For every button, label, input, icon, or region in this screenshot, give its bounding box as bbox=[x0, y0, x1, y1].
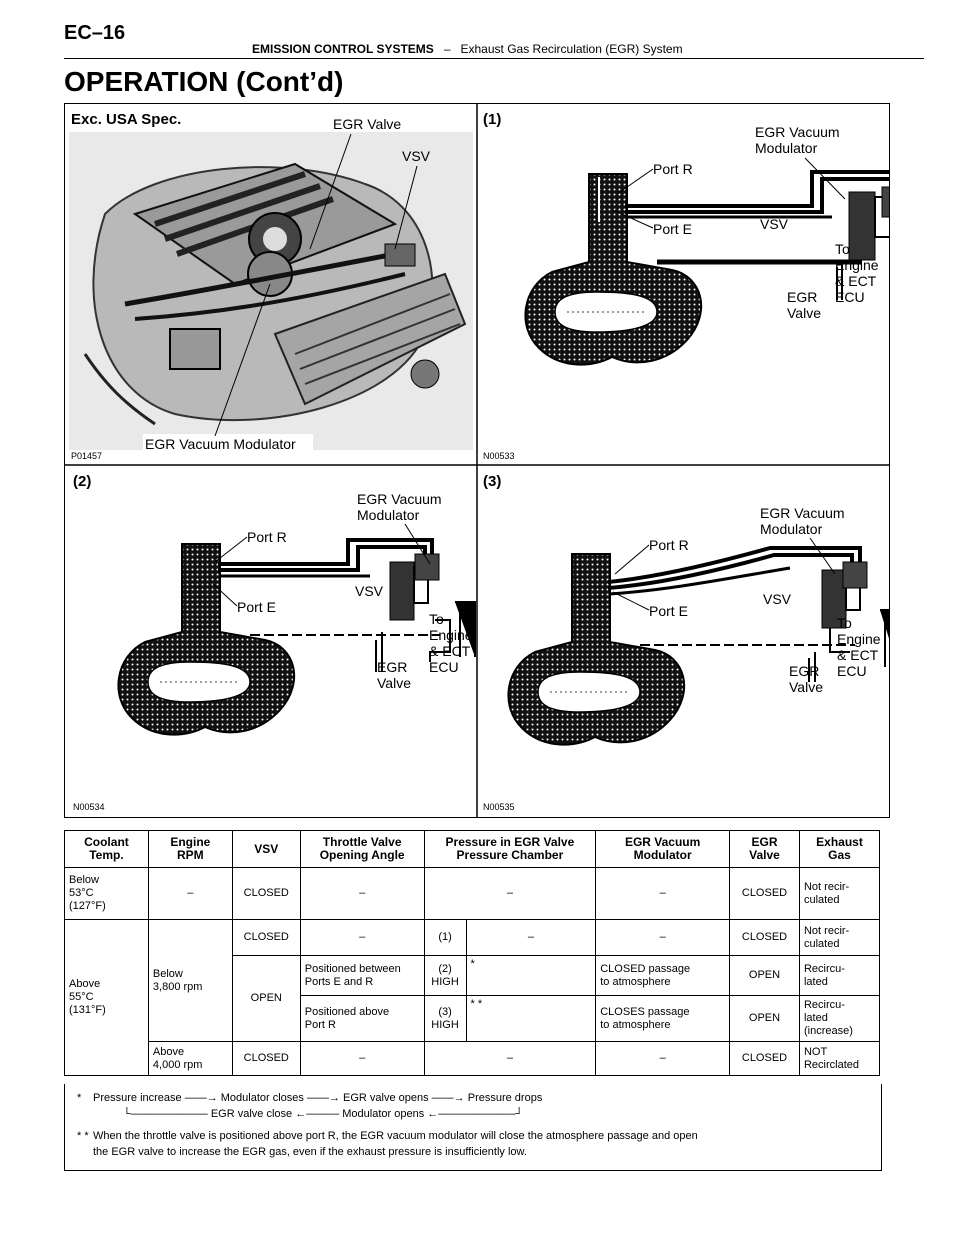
panel3-figure-code: N00535 bbox=[483, 802, 515, 812]
panel3-label-port-r: Port R bbox=[649, 537, 689, 553]
cell-throttle: – bbox=[300, 920, 424, 956]
panel3-label-to-2: Engine bbox=[837, 631, 881, 647]
cell-vsv: CLOSED bbox=[232, 920, 300, 956]
panel1-label-port-e: Port E bbox=[653, 221, 692, 237]
panel3-label-modulator-1: EGR Vacuum bbox=[760, 505, 845, 521]
note-1-line-2: └——————— EGR valve close ←——— Modulator opens ←———————┘ bbox=[123, 1108, 524, 1120]
panel3-title: (3) bbox=[483, 473, 502, 490]
engine-panel-title: Exc. USA Spec. bbox=[71, 111, 182, 128]
panel2-label-modulator-2: Modulator bbox=[357, 507, 420, 523]
cell-pressure: – bbox=[424, 1042, 596, 1076]
panel1-figure-code: N00533 bbox=[483, 451, 515, 461]
cell-vsv: CLOSED bbox=[232, 1042, 300, 1076]
cell-exhaust: Recircu- lated bbox=[799, 956, 879, 996]
panel3-leader-port-e bbox=[613, 592, 649, 610]
cell-vsv-open: OPEN bbox=[232, 956, 300, 1042]
engine-label-egr-valve: EGR Valve bbox=[333, 116, 402, 132]
cell-throttle: Positioned above Port R bbox=[300, 996, 424, 1042]
cell-egr: CLOSED bbox=[730, 1042, 800, 1076]
panel2-label-port-r: Port R bbox=[247, 529, 287, 545]
cell-modulator: – bbox=[596, 1042, 730, 1076]
th-vsv: VSV bbox=[232, 831, 300, 868]
panel1-label-vsv: VSV bbox=[760, 216, 789, 232]
th-egr: EGR Valve bbox=[730, 831, 800, 868]
note-2-line-2: the EGR valve to increase the EGR gas, even if the exhaust pressure is insufficiently low. bbox=[93, 1146, 527, 1158]
panel1-label-egr-2: Valve bbox=[787, 305, 821, 321]
header-topic: Exhaust Gas Recirculation (EGR) System bbox=[460, 42, 683, 56]
cell-egr: OPEN bbox=[730, 996, 800, 1042]
panel2-label-to-1: To bbox=[429, 611, 444, 627]
cell-exhaust: Not recir- culated bbox=[799, 920, 879, 956]
panel3-label-modulator-2: Modulator bbox=[760, 521, 823, 537]
diagram-svg bbox=[65, 104, 889, 817]
cell-rpm-below: Below 3,800 rpm bbox=[148, 920, 232, 1042]
panel3-leader-port-r bbox=[615, 545, 649, 574]
panel1-label-modulator-2: Modulator bbox=[755, 140, 818, 156]
th-modulator: EGR Vacuum Modulator bbox=[596, 831, 730, 868]
diagram-panel-2 bbox=[118, 540, 475, 735]
table-header-row bbox=[65, 831, 880, 868]
cell-modulator: – bbox=[596, 920, 730, 956]
panel3-label-egr-1: EGR bbox=[789, 663, 820, 679]
figure-frame bbox=[64, 103, 890, 818]
running-header bbox=[252, 42, 683, 56]
cell-modulator: – bbox=[596, 868, 730, 920]
note-2-line-1: * * When the throttle valve is positioned above port R, the EGR vacuum modulator will close the atmosphere passage and open bbox=[77, 1130, 698, 1142]
table-row bbox=[65, 868, 880, 920]
page-id: EC–16 bbox=[64, 22, 126, 44]
diagram-panel-3 bbox=[508, 548, 889, 745]
panel1-title: (1) bbox=[483, 111, 502, 128]
panel2-label-to-4: ECU bbox=[429, 659, 459, 675]
panel2-label-modulator-1: EGR Vacuum bbox=[357, 491, 442, 507]
engine-figure-code: P01457 bbox=[71, 451, 103, 461]
table-row bbox=[65, 920, 880, 956]
cell-modulator: CLOSES passage to atmosphere bbox=[596, 996, 730, 1042]
panel1-label-to-4: ECU bbox=[835, 289, 865, 305]
note-1-line-1: * Pressure increase ——→ Modulator closes ——→ EGR valve opens ——→ Pressure drops bbox=[77, 1092, 543, 1104]
note-2-mark: * * bbox=[77, 1130, 89, 1142]
header-rule bbox=[64, 58, 924, 59]
cell-vsv: CLOSED bbox=[232, 868, 300, 920]
engine-photo bbox=[69, 132, 473, 450]
panel2-label-egr-2: Valve bbox=[377, 675, 411, 691]
cell-state: (1) bbox=[424, 920, 466, 956]
panel1-label-to-1: To bbox=[835, 241, 850, 257]
panel1-label-modulator-1: EGR Vacuum bbox=[755, 124, 840, 140]
panel2-label-vsv: VSV bbox=[355, 583, 384, 599]
panel2-label-to-2: Engine bbox=[429, 627, 473, 643]
table-row bbox=[65, 1042, 880, 1076]
th-pressure: Pressure in EGR Valve Pressure Chamber bbox=[424, 831, 596, 868]
engine-label-modulator: EGR Vacuum Modulator bbox=[145, 436, 296, 452]
cell-throttle: – bbox=[300, 868, 424, 920]
cell-egr: CLOSED bbox=[730, 920, 800, 956]
cell-note: * bbox=[466, 956, 596, 996]
cell-exhaust: Not recir- culated bbox=[799, 868, 879, 920]
panel2-label-to-3: & ECT bbox=[429, 643, 471, 659]
th-throttle: Throttle Valve Opening Angle bbox=[300, 831, 424, 868]
panel1-label-port-r: Port R bbox=[653, 161, 693, 177]
cell-coolant-above: Above 55°C (131°F) bbox=[65, 920, 149, 1076]
panel2-label-port-e: Port E bbox=[237, 599, 276, 615]
th-exhaust: Exhaust Gas bbox=[799, 831, 879, 868]
cell-exhaust: NOT Recirclated bbox=[799, 1042, 879, 1076]
cell-exhaust: Recircu- lated (increase) bbox=[799, 996, 879, 1042]
panel3-label-port-e: Port E bbox=[649, 603, 688, 619]
panel3-label-to-4: ECU bbox=[837, 663, 867, 679]
cell-rpm: – bbox=[148, 868, 232, 920]
panel2-label-egr-1: EGR bbox=[377, 659, 408, 675]
header-separator: – bbox=[443, 42, 451, 56]
table-notes bbox=[64, 1084, 882, 1171]
th-rpm: Engine RPM bbox=[148, 831, 232, 868]
cell-coolant-below: Below 53°C (127°F) bbox=[65, 868, 149, 920]
header-section: EMISSION CONTROL SYSTEMS bbox=[252, 42, 434, 56]
cell-note: * * bbox=[466, 996, 596, 1042]
cell-note: – bbox=[466, 920, 596, 956]
panel3-label-to-1: To bbox=[837, 615, 852, 631]
page-heading: OPERATION (Cont’d) bbox=[64, 66, 344, 97]
engine-label-vsv: VSV bbox=[402, 148, 431, 164]
panel3-label-to-3: & ECT bbox=[837, 647, 879, 663]
cell-pressure: – bbox=[424, 868, 596, 920]
th-coolant: Coolant Temp. bbox=[65, 831, 149, 868]
cell-rpm-above: Above 4,000 rpm bbox=[148, 1042, 232, 1076]
cell-throttle: Positioned between Ports E and R bbox=[300, 956, 424, 996]
panel1-label-egr-1: EGR bbox=[787, 289, 818, 305]
panel3-label-vsv: VSV bbox=[763, 591, 792, 607]
operation-table-box bbox=[64, 830, 880, 1170]
panel2-title: (2) bbox=[73, 473, 92, 490]
cell-modulator: CLOSED passage to atmosphere bbox=[596, 956, 730, 996]
cell-state: (2) HIGH bbox=[424, 956, 466, 996]
note-1-mark: * bbox=[77, 1092, 82, 1104]
cell-egr: OPEN bbox=[730, 956, 800, 996]
cell-throttle: – bbox=[300, 1042, 424, 1076]
panel1-label-to-3: & ECT bbox=[835, 273, 877, 289]
panel1-label-to-2: Engine bbox=[835, 257, 879, 273]
panel3-label-egr-2: Valve bbox=[789, 679, 823, 695]
operation-table bbox=[64, 830, 880, 1076]
panel2-figure-code: N00534 bbox=[73, 802, 105, 812]
cell-egr: CLOSED bbox=[730, 868, 800, 920]
cell-state: (3) HIGH bbox=[424, 996, 466, 1042]
